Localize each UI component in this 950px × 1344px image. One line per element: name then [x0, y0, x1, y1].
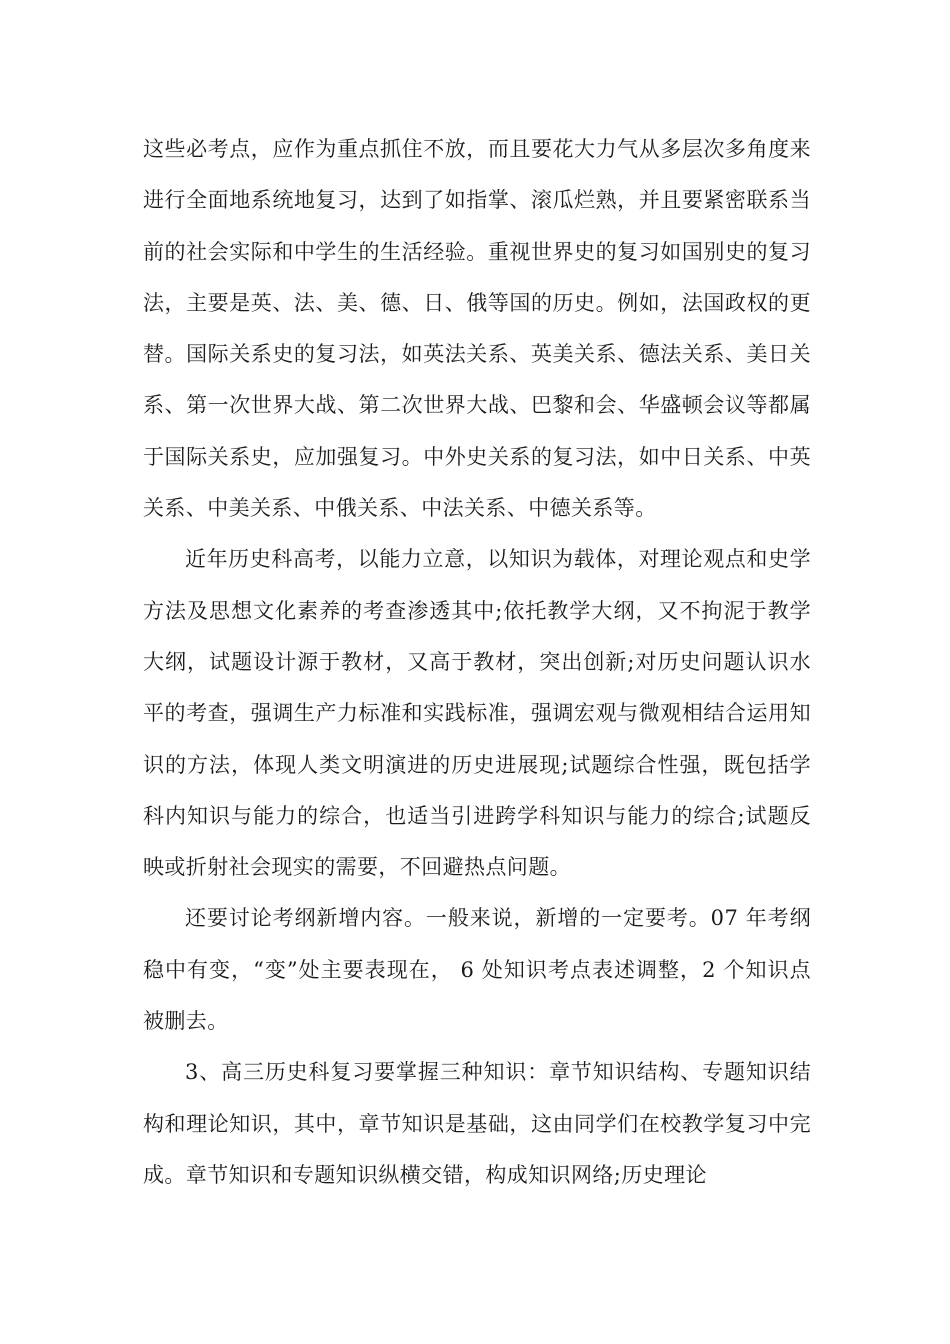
paragraph-1: 这些必考点，应作为重点抓住不放，而且要花大力气从多层次多角度来进行全面地系统地复习，达到了如指掌、滚瓜烂熟，并且要紧密联系当前的社会实际和中学生的生活经验。重视世界史的复习如国别史的复习法，主要是英、法、美、德、日、俄等国的历史。例如，法国政权的更替。国际关系史的复习法，如英法关系、英美关系、德法关系、美日关系、第一次世界大战、第二次世界大战、巴黎和会、华盛顿会议等都属于国际关系史，应加强复习。中外史关系的复习法，如中日关系、中英关系、中美关系、中俄关系、中法关系、中德关系等。	[143, 137, 811, 521]
document-body	[143, 124, 811, 1201]
paragraph-2: 近年历史科高考，以能力立意，以知识为载体，对理论观点和史学方法及思想文化素养的考查渗透其中;依托教学大纲，又不拘泥于教学大纲，试题设计源于教材，又高于教材，突出创新;对历史问题认识水平的考查，强调生产力标准和实践标准，强调宏观与微观相结合运用知识的方法，体现人类文明演进的历史进展现;试题综合性强，既包括学科内知识与能力的综合，也适当引进跨学科知识与能力的综合;试题反映或折射社会现实的需要，不回避热点问题。	[143, 547, 811, 880]
paragraph-3: 还要讨论考纲新增内容。一般来说，新增的一定要考。07 年考纲稳中有变，“变”处主要表现在， 6 处知识考点表述调整，2 个知识点被删去。	[143, 906, 811, 1034]
paragraph-4: 3、高三历史科复习要掌握三种知识：章节知识结构、专题知识结构和理论知识，其中，章节知识是基础，这由同学们在校教学复习中完成。章节知识和专题知识纵横交错，构成知识网络;历史理论	[143, 1060, 811, 1187]
